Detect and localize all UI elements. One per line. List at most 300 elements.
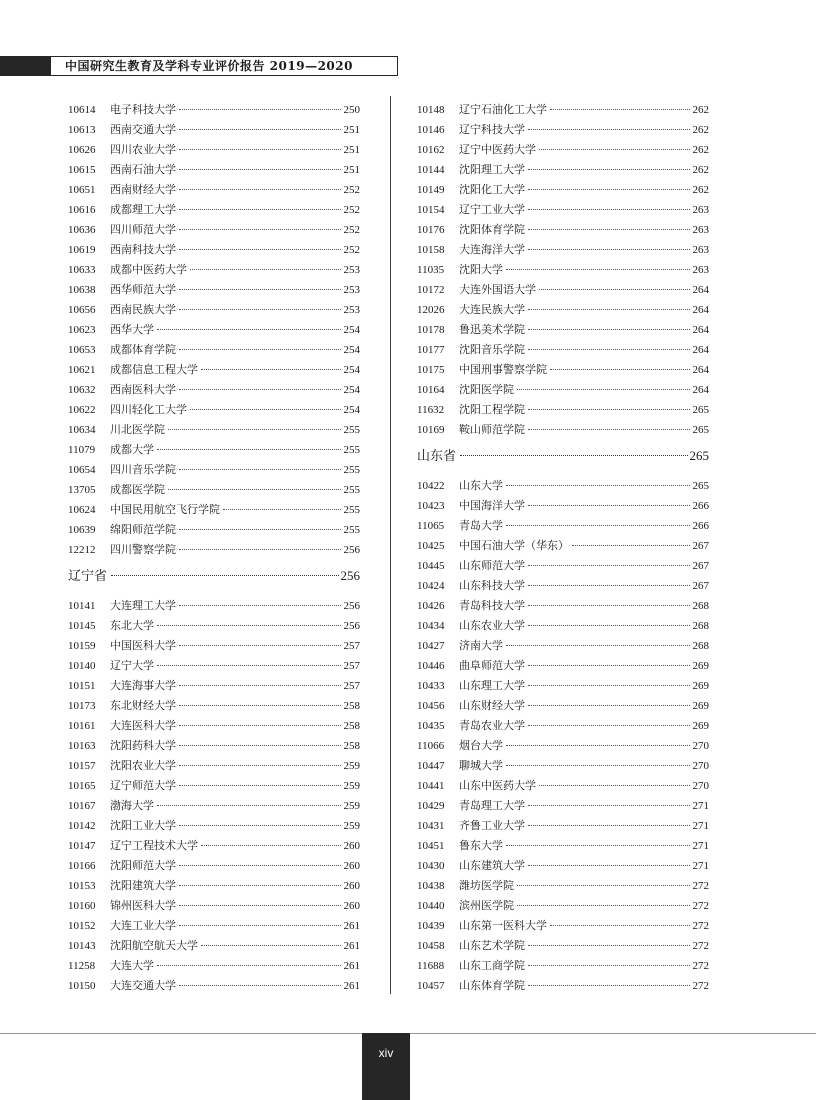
university-name: 大连医科大学 (110, 719, 176, 732)
university-name: 聊城大学 (459, 759, 503, 772)
entry-page: 251 (343, 164, 360, 176)
toc-entry[interactable] (417, 476, 709, 496)
university-name: 沈阳农业大学 (110, 759, 176, 772)
toc-entry[interactable] (417, 756, 709, 776)
university-code: 10151 (68, 680, 96, 692)
dot-leader (190, 269, 341, 270)
entry-page: 266 (692, 520, 709, 532)
dot-leader (111, 575, 338, 576)
toc-entry[interactable] (417, 916, 709, 936)
entry-page: 264 (692, 364, 709, 376)
entry-page: 268 (692, 600, 709, 612)
entry-page: 270 (692, 780, 709, 792)
university-name: 沈阳师范大学 (110, 859, 176, 872)
university-code: 10148 (417, 104, 445, 116)
entry-page: 254 (343, 324, 360, 336)
dot-leader (550, 369, 690, 370)
toc-entry[interactable] (68, 676, 360, 696)
toc-entry[interactable] (68, 696, 360, 716)
toc-entry[interactable] (417, 616, 709, 636)
dot-leader (179, 389, 341, 390)
university-code: 10146 (417, 124, 445, 136)
university-name: 山东中医药大学 (459, 779, 536, 792)
university-code: 10651 (68, 184, 96, 196)
university-name: 山东师范大学 (459, 559, 525, 572)
entry-page: 255 (343, 444, 360, 456)
university-name: 沈阳大学 (459, 263, 503, 276)
toc-entry[interactable] (68, 100, 360, 120)
university-code: 10176 (417, 224, 445, 236)
toc-entry[interactable] (68, 180, 360, 200)
university-name: 渤海大学 (110, 799, 154, 812)
entry-page: 260 (343, 840, 360, 852)
toc-entry[interactable] (68, 540, 360, 560)
toc-entry[interactable] (417, 260, 709, 280)
dot-leader (179, 865, 341, 866)
toc-entry[interactable] (68, 776, 360, 796)
toc-entry[interactable] (417, 716, 709, 736)
university-code: 10441 (417, 780, 445, 792)
toc-entry[interactable] (417, 120, 709, 140)
university-name: 西华大学 (110, 323, 154, 336)
university-name: 中国医科大学 (110, 639, 176, 652)
entry-page: 259 (343, 780, 360, 792)
entry-page: 271 (692, 820, 709, 832)
dot-leader (528, 169, 690, 170)
dot-leader (460, 455, 687, 456)
dot-leader (528, 725, 690, 726)
entry-page: 262 (692, 184, 709, 196)
dot-leader (179, 645, 341, 646)
toc-entry[interactable] (68, 736, 360, 756)
entry-page: 267 (692, 560, 709, 572)
university-name: 沈阳理工大学 (459, 163, 525, 176)
toc-section-heading[interactable] (417, 442, 709, 470)
university-name: 辽宁中医药大学 (459, 143, 536, 156)
entry-page: 269 (692, 720, 709, 732)
university-code: 10457 (417, 980, 445, 992)
toc-entry[interactable] (68, 796, 360, 816)
entry-page: 255 (343, 524, 360, 536)
university-name: 烟台大学 (459, 739, 503, 752)
toc-entry[interactable] (417, 400, 709, 420)
university-code: 10422 (417, 480, 445, 492)
university-name: 大连工业大学 (110, 919, 176, 932)
toc-entry[interactable] (68, 240, 360, 260)
university-code: 10161 (68, 720, 96, 732)
university-code: 10638 (68, 284, 96, 296)
university-name: 辽宁石油化工大学 (459, 103, 547, 116)
toc-entry[interactable] (68, 756, 360, 776)
toc-entry[interactable] (417, 420, 709, 440)
toc-entry[interactable] (68, 400, 360, 420)
university-code: 10140 (68, 660, 96, 672)
toc-entry[interactable] (417, 556, 709, 576)
dot-leader (179, 549, 341, 550)
university-code: 10425 (417, 540, 445, 552)
dot-leader (528, 805, 690, 806)
dot-leader (168, 429, 341, 430)
toc-entry[interactable] (68, 500, 360, 520)
entry-page: 264 (692, 284, 709, 296)
entry-page: 272 (692, 880, 709, 892)
university-code: 10456 (417, 700, 445, 712)
toc-entry[interactable] (68, 360, 360, 380)
university-name: 四川农业大学 (110, 143, 176, 156)
university-code: 10435 (417, 720, 445, 732)
toc-entry[interactable] (68, 596, 360, 616)
university-code: 10162 (417, 144, 445, 156)
toc-entry[interactable] (68, 936, 360, 956)
dot-leader (528, 605, 690, 606)
university-code: 10177 (417, 344, 445, 356)
entry-page: 255 (343, 424, 360, 436)
entry-page: 258 (343, 700, 360, 712)
university-name: 四川警察学院 (110, 543, 176, 556)
toc-entry[interactable] (68, 520, 360, 540)
toc-entry[interactable] (417, 300, 709, 320)
university-code: 10423 (417, 500, 445, 512)
university-name: 沈阳化工大学 (459, 183, 525, 196)
dot-leader (528, 505, 690, 506)
university-code: 10431 (417, 820, 445, 832)
entry-page: 261 (343, 960, 360, 972)
entry-page: 257 (343, 680, 360, 692)
university-name: 中国海洋大学 (459, 499, 525, 512)
entry-page: 252 (343, 244, 360, 256)
university-code: 10173 (68, 700, 96, 712)
dot-leader (179, 209, 341, 210)
entry-page: 272 (692, 980, 709, 992)
toc-entry[interactable] (417, 220, 709, 240)
university-name: 山东体育学院 (459, 979, 525, 992)
university-name: 电子科技大学 (110, 103, 176, 116)
university-code: 10458 (417, 940, 445, 952)
university-name: 辽宁科技大学 (459, 123, 525, 136)
university-name: 滨州医学院 (459, 899, 514, 912)
dot-leader (179, 129, 341, 130)
dot-leader (517, 885, 690, 886)
dot-leader (179, 229, 341, 230)
entry-page: 265 (692, 480, 709, 492)
dot-leader (528, 429, 690, 430)
entry-page: 262 (692, 164, 709, 176)
university-code: 10632 (68, 384, 96, 396)
university-name: 辽宁工程技术大学 (110, 839, 198, 852)
university-code: 12026 (417, 304, 445, 316)
toc-entry[interactable] (68, 460, 360, 480)
university-name: 沈阳医学院 (459, 383, 514, 396)
university-name: 西华师范大学 (110, 283, 176, 296)
entry-page: 259 (343, 820, 360, 832)
toc-entry[interactable] (417, 180, 709, 200)
dot-leader (528, 329, 690, 330)
university-code: 10626 (68, 144, 96, 156)
university-code: 11632 (417, 404, 445, 416)
toc-entry[interactable] (68, 636, 360, 656)
entry-page: 264 (692, 304, 709, 316)
toc-entry[interactable] (417, 816, 709, 836)
dot-leader (179, 905, 341, 906)
dot-leader (528, 865, 690, 866)
university-code: 10623 (68, 324, 96, 336)
toc-entry[interactable] (417, 340, 709, 360)
dot-leader (179, 745, 341, 746)
university-code: 10165 (68, 780, 96, 792)
toc-entry[interactable] (68, 340, 360, 360)
university-code: 13705 (68, 484, 96, 496)
header-title: 中国研究生教育及学科专业评价报告 2019—2020 (65, 59, 353, 73)
university-name: 成都理工大学 (110, 203, 176, 216)
toc-entry[interactable] (417, 636, 709, 656)
university-code: 10150 (68, 980, 96, 992)
university-code: 10142 (68, 820, 96, 832)
university-name: 沈阳体育学院 (459, 223, 525, 236)
university-name: 大连交通大学 (110, 979, 176, 992)
entry-page: 265 (692, 404, 709, 416)
toc-entry[interactable] (417, 776, 709, 796)
toc-entry[interactable] (417, 896, 709, 916)
toc-entry[interactable] (417, 516, 709, 536)
toc-entry[interactable] (417, 280, 709, 300)
toc-entry[interactable] (68, 260, 360, 280)
toc-entry[interactable] (417, 360, 709, 380)
entry-page: 272 (692, 960, 709, 972)
university-name: 青岛科技大学 (459, 599, 525, 612)
university-code: 10178 (417, 324, 445, 336)
dot-leader (572, 545, 690, 546)
toc-entry[interactable] (417, 676, 709, 696)
university-code: 10639 (68, 524, 96, 536)
university-code: 11258 (68, 960, 96, 972)
toc-entry[interactable] (417, 536, 709, 556)
university-name: 中国石油大学（华东） (459, 539, 569, 552)
toc-entry[interactable] (68, 200, 360, 220)
university-code: 10654 (68, 464, 96, 476)
university-code: 10634 (68, 424, 96, 436)
toc-entry[interactable] (417, 856, 709, 876)
university-code: 10439 (417, 920, 445, 932)
toc-entry[interactable] (417, 496, 709, 516)
dot-leader (517, 389, 690, 390)
university-code: 10424 (417, 580, 445, 592)
university-code: 10445 (417, 560, 445, 572)
toc-entry[interactable] (68, 876, 360, 896)
university-name: 中国民用航空飞行学院 (110, 503, 220, 516)
university-name: 大连理工大学 (110, 599, 176, 612)
entry-page: 268 (692, 640, 709, 652)
university-name: 大连外国语大学 (459, 283, 536, 296)
university-name: 济南大学 (459, 639, 503, 652)
dot-leader (528, 349, 690, 350)
dot-leader (190, 409, 341, 410)
dot-leader (157, 805, 341, 806)
toc-entry[interactable] (417, 796, 709, 816)
toc-entry[interactable] (68, 120, 360, 140)
dot-leader (179, 109, 341, 110)
entry-page: 258 (343, 720, 360, 732)
entry-page: 254 (343, 404, 360, 416)
toc-entry[interactable] (417, 596, 709, 616)
university-code: 10656 (68, 304, 96, 316)
toc-entry[interactable] (417, 876, 709, 896)
entry-page: 272 (692, 920, 709, 932)
university-name: 成都医学院 (110, 483, 165, 496)
toc-entry[interactable] (417, 160, 709, 180)
dot-leader (179, 149, 341, 150)
university-code: 10447 (417, 760, 445, 772)
university-code: 10434 (417, 620, 445, 632)
university-code: 10167 (68, 800, 96, 812)
university-code: 10157 (68, 760, 96, 772)
dot-leader (201, 845, 341, 846)
university-name: 山东科技大学 (459, 579, 525, 592)
entry-page: 267 (692, 540, 709, 552)
university-name: 曲阜师范大学 (459, 659, 525, 672)
toc-entry[interactable] (68, 280, 360, 300)
toc-entry[interactable] (68, 440, 360, 460)
entry-page: 267 (692, 580, 709, 592)
university-code: 10633 (68, 264, 96, 276)
toc-entry[interactable] (68, 916, 360, 936)
entry-page: 263 (692, 244, 709, 256)
university-name: 四川音乐学院 (110, 463, 176, 476)
toc-entry[interactable] (417, 836, 709, 856)
dot-leader (168, 489, 341, 490)
toc-entry[interactable] (68, 220, 360, 240)
entry-page: 260 (343, 860, 360, 872)
entry-page: 263 (692, 224, 709, 236)
university-code: 10169 (417, 424, 445, 436)
toc-entry[interactable] (417, 696, 709, 716)
toc-entry[interactable] (417, 100, 709, 120)
toc-entry[interactable] (417, 956, 709, 976)
dot-leader (528, 229, 690, 230)
university-code: 11065 (417, 520, 445, 532)
dot-leader (506, 645, 690, 646)
university-name: 沈阳音乐学院 (459, 343, 525, 356)
university-code: 10141 (68, 600, 96, 612)
toc-entry[interactable] (68, 140, 360, 160)
dot-leader (157, 449, 341, 450)
toc-entry[interactable] (417, 200, 709, 220)
university-code: 10145 (68, 620, 96, 632)
entry-page: 264 (692, 324, 709, 336)
toc-entry[interactable] (68, 816, 360, 836)
toc-entry[interactable] (68, 856, 360, 876)
dot-leader (528, 409, 690, 410)
toc-entry[interactable] (68, 716, 360, 736)
dot-leader (506, 845, 690, 846)
toc-entry[interactable] (417, 320, 709, 340)
university-code: 12212 (68, 544, 96, 556)
entry-page: 268 (692, 620, 709, 632)
toc-entry[interactable] (68, 160, 360, 180)
toc-entry[interactable] (68, 480, 360, 500)
dot-leader (517, 905, 690, 906)
toc-entry[interactable] (68, 896, 360, 916)
dot-leader (550, 925, 690, 926)
entry-page: 264 (692, 384, 709, 396)
toc-entry[interactable] (68, 320, 360, 340)
dot-leader (528, 209, 690, 210)
dot-leader (528, 309, 690, 310)
dot-leader (201, 945, 341, 946)
toc-entry[interactable] (417, 936, 709, 956)
toc-entry[interactable] (68, 616, 360, 636)
toc-entry[interactable] (68, 836, 360, 856)
dot-leader (157, 665, 341, 666)
university-name: 山东理工大学 (459, 679, 525, 692)
entry-page: 256 (343, 600, 360, 612)
university-name: 西南科技大学 (110, 243, 176, 256)
entry-page: 252 (343, 184, 360, 196)
toc-entry[interactable] (417, 140, 709, 160)
toc-entry[interactable] (417, 240, 709, 260)
university-code: 10166 (68, 860, 96, 872)
toc-entry[interactable] (417, 380, 709, 400)
university-name: 辽宁师范大学 (110, 779, 176, 792)
toc-entry[interactable] (68, 300, 360, 320)
entry-page: 260 (343, 900, 360, 912)
university-code: 10440 (417, 900, 445, 912)
toc-entry[interactable] (417, 576, 709, 596)
dot-leader (179, 705, 341, 706)
dot-leader (179, 289, 341, 290)
entry-page: 256 (343, 544, 360, 556)
entry-page: 262 (692, 104, 709, 116)
entry-page: 269 (692, 660, 709, 672)
university-name: 鲁东大学 (459, 839, 503, 852)
dot-leader (179, 685, 341, 686)
entry-page: 270 (692, 760, 709, 772)
university-code: 10613 (68, 124, 96, 136)
toc-entry[interactable] (417, 976, 709, 996)
dot-leader (550, 109, 690, 110)
entry-page: 261 (343, 980, 360, 992)
toc-entry[interactable] (68, 656, 360, 676)
university-code: 10619 (68, 244, 96, 256)
university-name: 西南石油大学 (110, 163, 176, 176)
university-name: 四川师范大学 (110, 223, 176, 236)
university-code: 10653 (68, 344, 96, 356)
university-name: 东北财经大学 (110, 699, 176, 712)
toc-entry[interactable] (417, 656, 709, 676)
toc-entry[interactable] (417, 736, 709, 756)
entry-page: 255 (343, 484, 360, 496)
toc-entry[interactable] (68, 420, 360, 440)
university-name: 山东大学 (459, 479, 503, 492)
university-name: 成都大学 (110, 443, 154, 456)
university-code: 10152 (68, 920, 96, 932)
dot-leader (528, 685, 690, 686)
university-name: 山东建筑大学 (459, 859, 525, 872)
university-name: 辽宁大学 (110, 659, 154, 672)
toc-entry[interactable] (68, 956, 360, 976)
entry-page: 257 (343, 640, 360, 652)
entry-page: 255 (343, 504, 360, 516)
dot-leader (179, 189, 341, 190)
university-name: 辽宁工业大学 (459, 203, 525, 216)
dot-leader (539, 289, 690, 290)
toc-section-heading[interactable] (68, 562, 360, 590)
toc-entry[interactable] (68, 380, 360, 400)
university-name: 川北医学院 (110, 423, 165, 436)
toc-entry[interactable] (68, 976, 360, 996)
dot-leader (179, 985, 341, 986)
university-name: 潍坊医学院 (459, 879, 514, 892)
university-code: 10446 (417, 660, 445, 672)
